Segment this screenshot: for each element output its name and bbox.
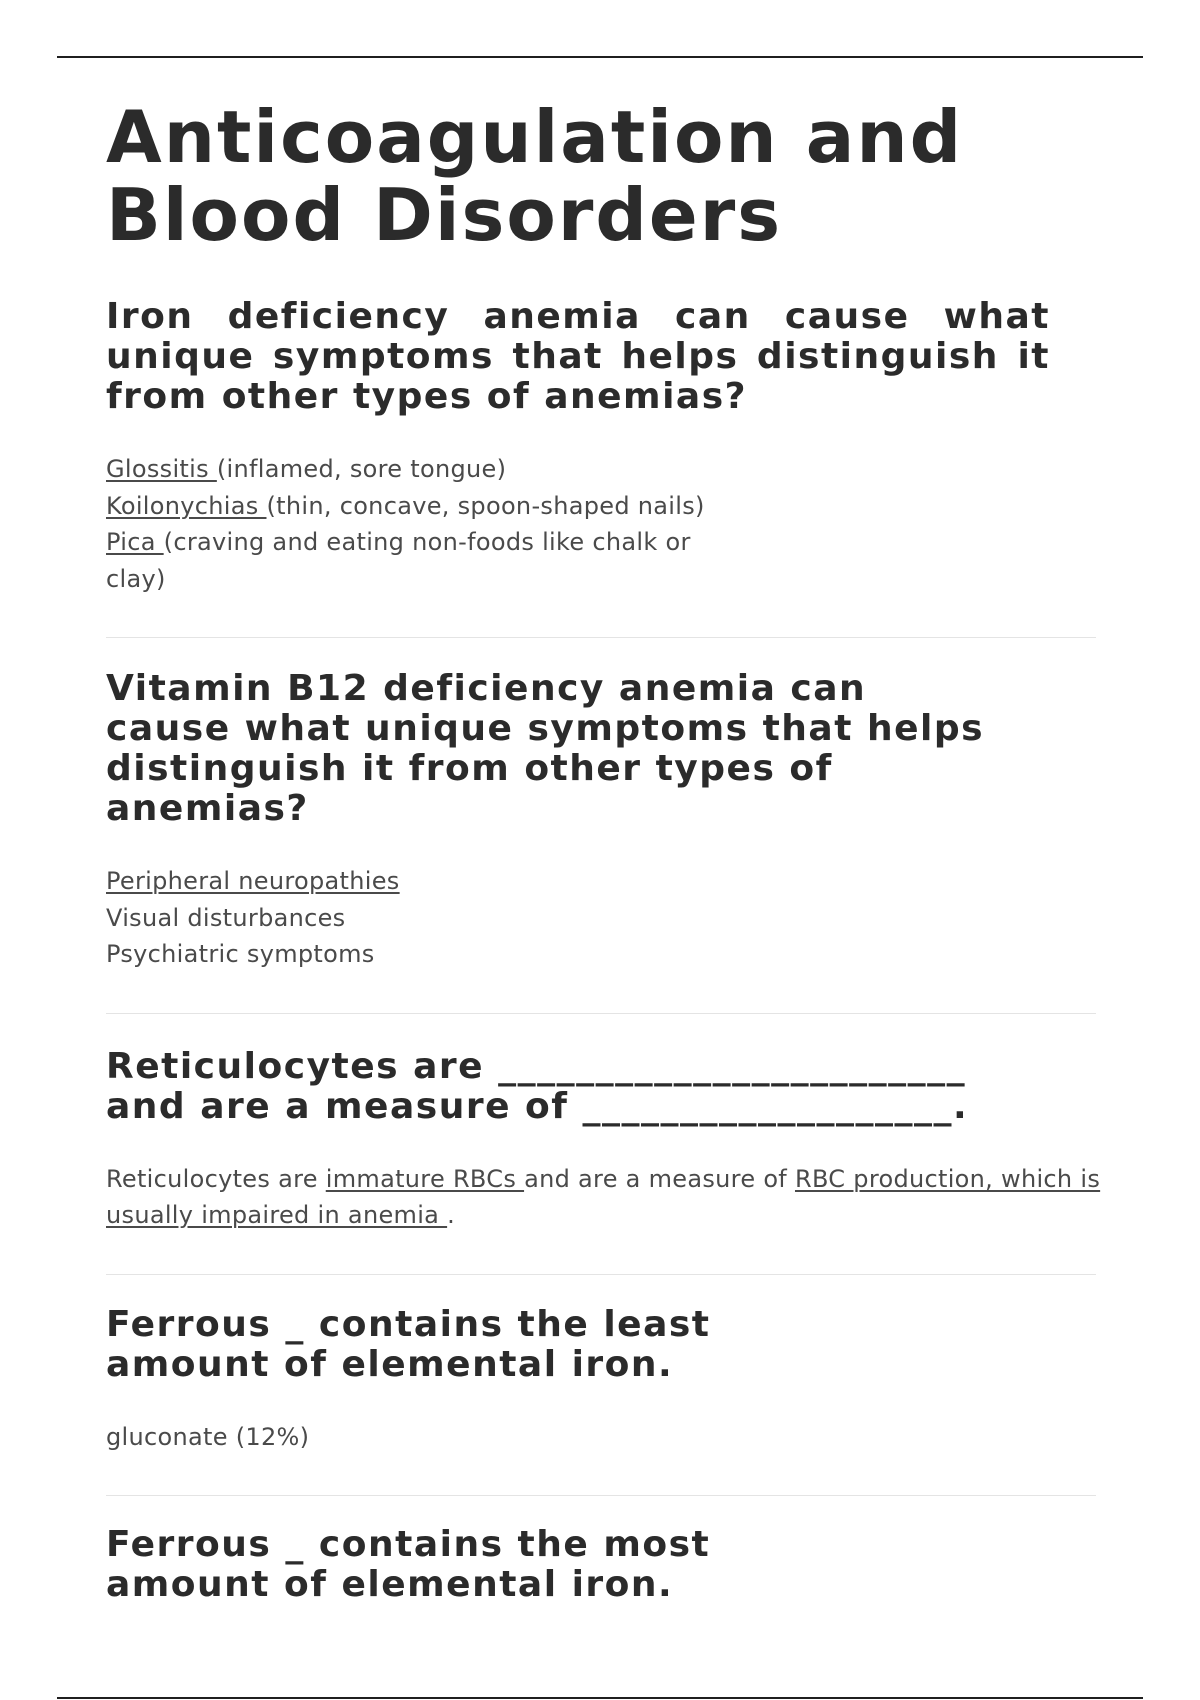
flashcard-reticulocytes — [106, 1047, 1106, 1234]
term-immature-rbcs: immature RBCs — [325, 1164, 525, 1193]
term-peripheral-neuropathies: Peripheral neuropathies — [106, 867, 400, 895]
card-answer: Peripheral neuropathies Visual disturbances Psychiatric symptoms — [106, 867, 400, 968]
card-question: Vitamin B12 deficiency anemia can cause what unique symptoms that helps distinguish it from other types of anemias? — [106, 668, 985, 829]
document-content — [106, 95, 1106, 1605]
card-divider — [106, 1495, 1096, 1496]
flashcard-iron-deficiency — [106, 297, 1106, 597]
flashcard-ferrous-least — [106, 1305, 1106, 1456]
card-answer: Glossitis (inflamed, sore tongue) Koilonychias (thin, concave, spoon-shaped nails) Pica (craving and eating non-foods like chalk or clay) — [106, 455, 705, 593]
bottom-rule — [57, 1697, 1143, 1699]
card-divider — [106, 637, 1096, 638]
term-koilonychias: Koilonychias — [106, 491, 267, 520]
top-rule — [57, 56, 1143, 58]
title-line-2: Blood Disorders — [106, 173, 783, 257]
flashcard-ferrous-most — [106, 1525, 1106, 1605]
term-pica: Pica — [106, 528, 164, 556]
term-rbc-production: RBC production, which is — [794, 1164, 1101, 1193]
card-question: Reticulocytes are ________________________ and are a measure of ___________________. — [106, 1045, 969, 1127]
card-divider — [106, 1013, 1096, 1014]
term-impaired-in-anemia: usually impaired in anemia — [106, 1201, 448, 1229]
card-question: Ferrous _ contains the least amount of elemental iron. — [106, 1303, 711, 1385]
title-line-1: Anticoagulation and — [106, 95, 964, 179]
term-glossitis: Glossitis — [106, 455, 217, 483]
document-title — [106, 95, 1166, 257]
card-question: Iron deficiency anemia can cause what unique symptoms that helps distinguish it from other types of anemias? — [106, 296, 1050, 417]
card-question: Ferrous _ contains the most amount of elemental iron. — [106, 1524, 711, 1605]
card-answer: Reticulocytes are immature RBCs and are a measure of RBC production, which is usually impaired in anemia . — [106, 1164, 1101, 1229]
flashcard-b12-deficiency — [106, 669, 1106, 973]
card-answer: gluconate (12%) — [106, 1422, 310, 1451]
card-divider — [106, 1274, 1096, 1275]
